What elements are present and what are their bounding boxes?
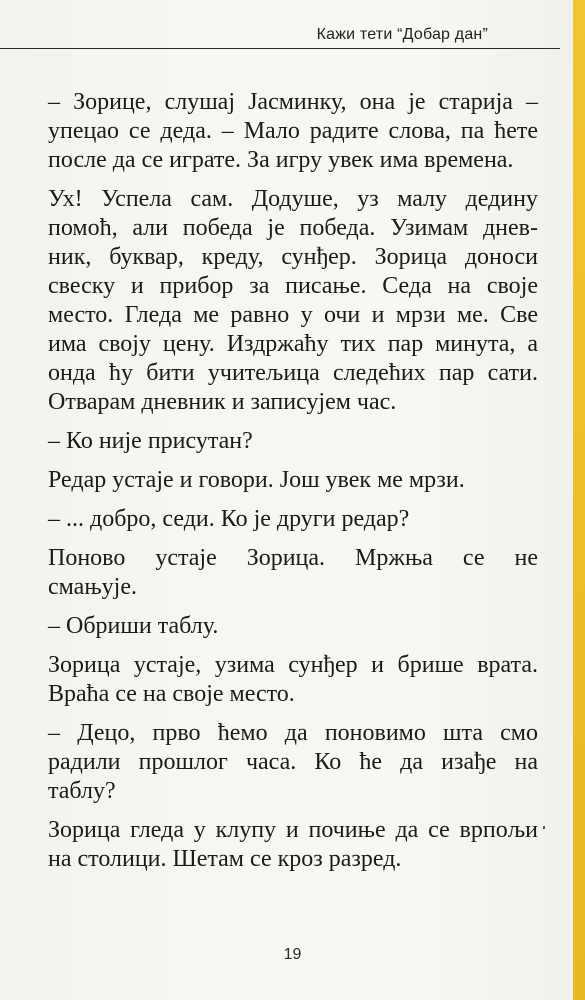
- text-line: помоћ, али победа је победа. Узимам днев-: [48, 215, 538, 241]
- text-line: место. Гледа ме равно у очи и мрзи ме. Све: [48, 302, 538, 328]
- text-line: има своју цену. Издржаћу тих пар минута, а: [48, 331, 538, 357]
- text-line: Зорица гледа у клупу и почиње да се врпољи: [48, 817, 538, 843]
- text-line: – ... добро, седи. Ко је други редар?: [48, 506, 410, 532]
- text-line: Поново устаје Зорица. Мржња се не: [48, 545, 538, 571]
- text-line: после да се играте. За игру увек има времена.: [48, 147, 514, 173]
- page-body-text: [48, 88, 538, 884]
- paragraph: [48, 612, 538, 641]
- paragraph: [48, 719, 538, 806]
- text-line: радили прошлог часа. Ко ће да изађе на: [48, 749, 538, 775]
- running-header-title: Кажи тети “Добар дан”: [316, 26, 488, 43]
- text-line: таблу?: [48, 778, 116, 804]
- text-line: Ух! Успела сам. Додуше, уз малу дедину: [48, 186, 538, 212]
- text-line: Враћа се на своје место.: [48, 681, 295, 707]
- paragraph: [48, 185, 538, 417]
- paragraph: [48, 427, 538, 456]
- text-line: ник, буквар, креду, сунђер. Зорица доноси: [48, 244, 538, 270]
- ink-speck: [543, 826, 545, 829]
- paragraph: [48, 505, 538, 534]
- page-edge-strip: [573, 0, 585, 1000]
- paragraph: [48, 816, 538, 874]
- text-line: – Зорице, слушај Јасминку, она је старија –: [48, 89, 538, 115]
- text-line: – Обриши таблу.: [48, 613, 219, 639]
- text-line: – Децо, прво ћемо да поновимо шта смо: [48, 720, 538, 746]
- paragraph: [48, 466, 538, 495]
- text-line: смањује.: [48, 574, 138, 600]
- text-line: Редар устаје и говори. Још увек ме мрзи.: [48, 467, 465, 493]
- header-rule: [0, 48, 560, 49]
- paragraph: [48, 88, 538, 175]
- page-number: 19: [283, 946, 302, 963]
- paragraph: [48, 544, 538, 602]
- paragraph: [48, 651, 538, 709]
- text-line: – Ко није присутан?: [48, 428, 253, 454]
- text-line: онда ћу бити учитељица следећих пар сати.: [48, 360, 538, 386]
- text-line: свеску и прибор за писање. Седа на своје: [48, 273, 538, 299]
- text-line: упецао се деда. – Мало радите слова, па ћете: [48, 118, 538, 144]
- text-line: Зорица устаје, узима сунђер и брише врата.: [48, 652, 538, 678]
- text-line: Отварам дневник и записујем час.: [48, 389, 397, 415]
- text-line: на столици. Шетам се кроз разред.: [48, 846, 402, 872]
